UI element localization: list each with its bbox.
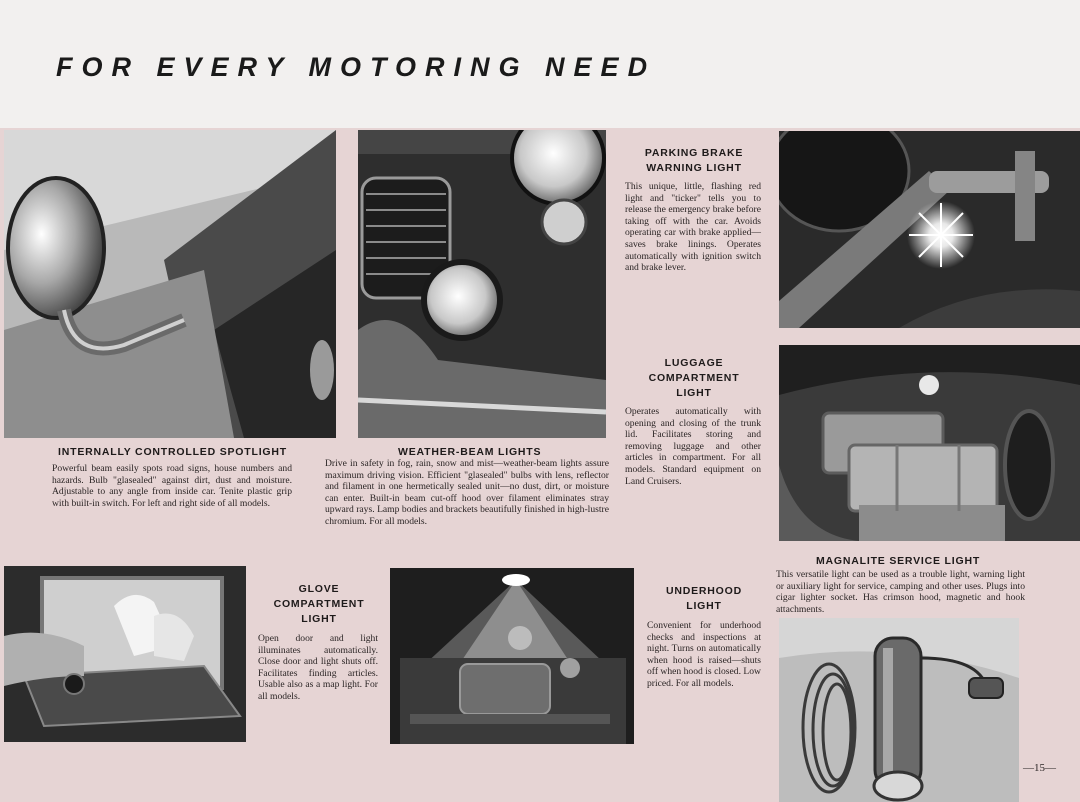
- underhood-photo: [390, 568, 634, 744]
- spotlight-body: Powerful beam easily spots road signs, house numbers and hazards. Bulb "glasealed" against dirt, dust and moisture. Adjustable to any angle from inside car. Tenite plastic grip with built-in switch. For left and right side of all models.: [52, 463, 292, 509]
- luggage-title-line1: LUGGAGE: [664, 357, 724, 369]
- spotlight-title: INTERNALLY CONTROLLED SPOTLIGHT: [58, 446, 287, 458]
- magnalite-title: MAGNALITE SERVICE LIGHT: [816, 555, 981, 567]
- parking-brake-title-line2: WARNING LIGHT: [646, 162, 742, 174]
- luggage-photo: [779, 345, 1080, 541]
- parking-brake-photo: [779, 131, 1080, 328]
- page-title: FOR EVERY MOTORING NEED: [56, 52, 657, 82]
- glove-title-line3: LIGHT: [301, 613, 337, 625]
- page-number: —15—: [1023, 762, 1056, 774]
- underhood-title-line1: UNDERHOOD: [665, 585, 743, 597]
- weather-beam-title: WEATHER-BEAM LIGHTS: [398, 446, 542, 458]
- luggage-title-line3: LIGHT: [676, 387, 712, 399]
- underhood-title: [642, 584, 766, 614]
- spotlight-photo: [4, 130, 336, 438]
- luggage-title-line2: COMPARTMENT: [648, 372, 740, 384]
- underhood-body: Convenient for underhood checks and inspections at night. Turns on automatically when hood is raised—shuts off when hood is closed. Low priced. For all models.: [647, 620, 761, 689]
- glove-title: [262, 582, 376, 627]
- glove-title-line2: COMPARTMENT: [273, 598, 365, 610]
- parking-brake-title: [624, 146, 764, 176]
- luggage-body: Operates automatically with opening and closing of the trunk lid. Facilitates storing and removing luggage and other articles in compartment. For all models. Standard equipment on Land Cruisers.: [625, 406, 761, 487]
- weather-beam-photo: [358, 130, 606, 438]
- parking-brake-title-line1: PARKING BRAKE: [644, 147, 744, 159]
- magnalite-photo: [779, 618, 1019, 802]
- glove-body: Open door and light illuminates automatically. Close door and light shuts off. Facilitates finding articles. Usable also as a map light. For all models.: [258, 633, 378, 702]
- underhood-title-line2: LIGHT: [686, 600, 722, 612]
- glove-compartment-photo: [4, 566, 246, 742]
- glove-title-line1: GLOVE: [298, 583, 340, 595]
- weather-beam-body: Drive in safety in fog, rain, snow and mist—weather-beam lights assure maximum driving vision. Efficient "glasealed" bulbs with lens, reflector and filament in one hermetically sealed unit—no dust, dirt, or moisture can enter. Built-in beam cut-off hood over filament eliminates stray upward rays. Lamp bodies and brackets beautifully finished in high-lustre chromium. For all models.: [325, 458, 609, 527]
- luggage-title: [624, 356, 764, 401]
- parking-brake-body: This unique, little, flashing red light and "ticker" tells you to release the emergency brake before taking off with the car. Avoids operating car with brake applied—saves brake linings. Operates automatically with ignition switch and brake lever.: [625, 181, 761, 274]
- magnalite-body: This versatile light can be used as a trouble light, warning light or auxiliary light for service, camping and other uses. Plugs into cigar lighter socket. Has crimson hood, magnetic and hook attachments.: [776, 569, 1025, 615]
